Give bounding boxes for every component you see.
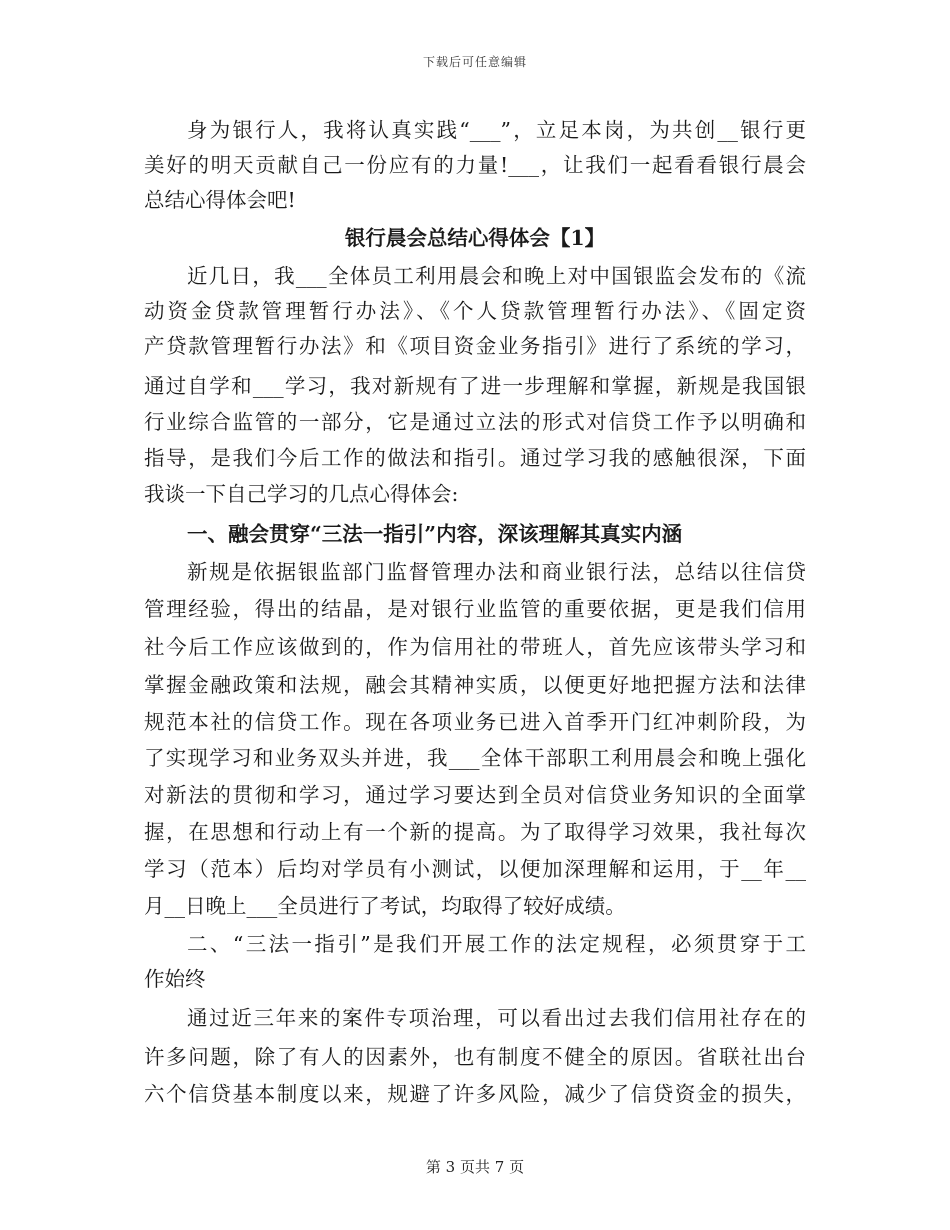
text-line: 总结心得体会吧! — [144, 188, 296, 212]
page-footer: 第 3 页共 7 页 — [425, 1158, 525, 1176]
text-line: 指导，是我们今后工作的做法和指引。通过学习我的感触很深，下面 — [144, 446, 806, 470]
text-line: 对新法的贯彻和学习，通过学习要达到全员对信贷业务知识的全面掌 — [144, 783, 806, 807]
section-heading: 一、融会贯穿“三法一指引”内容，深该理解其真实内涵 — [187, 522, 683, 546]
text-line: 近几日，我___全体员工利用晨会和晚上对中国银监会发布的《流 — [187, 264, 806, 288]
text-line: 新规是依据银监部门监督管理办法和商业银行法，总结以往信贷 — [187, 560, 806, 584]
text-line: 我谈一下自己学习的几点心得体会: — [144, 482, 459, 506]
section-heading: 作始终 — [144, 967, 206, 991]
text-line: 握，在思想和行动上有一个新的提高。为了取得学习效果，我社每次 — [144, 820, 806, 844]
text-line: 规范本社的信贷工作。现在各项业务已进入首季开门红冲刺阶段，为 — [144, 710, 806, 734]
text-line: 许多问题，除了有人的因素外，也有制度不健全的原因。省联社出台 — [144, 1045, 806, 1069]
text-line: 掌握金融政策和法规，融会其精神实质，以便更好地把握方法和法律 — [144, 673, 806, 697]
text-line: 通过自学和___学习，我对新规有了进一步理解和掌握，新规是我国银 — [144, 374, 806, 398]
text-line: 行业综合监管的一部分，它是通过立法的形式对信贷工作予以明确和 — [144, 410, 806, 434]
section-heading: 二、“三法一指引”是我们开展工作的法定规程，必须贯穿于工 — [187, 932, 806, 956]
text-line: 学习（范本）后均对学员有小测试，以便加深理解和运用，于__年__ — [144, 857, 806, 881]
text-line: 了实现学习和业务双头并进，我___全体干部职工利用晨会和晚上强化 — [144, 746, 806, 770]
page-header: 下载后可任意编辑 — [422, 55, 527, 69]
text-line: 六个信贷基本制度以来，规避了许多风险，减少了信贷资金的损失， — [144, 1082, 806, 1106]
text-line: 身为银行人，我将认真实践“___”，立足本岗，为共创__银行更 — [187, 118, 806, 142]
text-line: 月__日晚上___全员进行了考试，均取得了较好成绩。 — [144, 894, 626, 918]
text-line: 产贷款管理暂行办法》和《项目资金业务指引》进行了系统的学习， — [144, 334, 806, 358]
text-line: 社今后工作应该做到的，作为信用社的带班人，首先应该带头学习和 — [144, 635, 806, 659]
section-title: 银行晨会总结心得体会【1】 — [344, 226, 606, 250]
text-line: 通过近三年来的案件专项治理，可以看出过去我们信用社存在的 — [187, 1006, 806, 1030]
text-line: 美好的明天贡献自己一份应有的力量!___，让我们一起看看银行晨会 — [144, 153, 806, 177]
text-line: 管理经验，得出的结晶，是对银行业监管的重要依据，更是我们信用 — [144, 597, 806, 621]
text-line: 动资金贷款管理暂行办法》、《个人贷款管理暂行办法》、《固定资 — [144, 299, 806, 323]
